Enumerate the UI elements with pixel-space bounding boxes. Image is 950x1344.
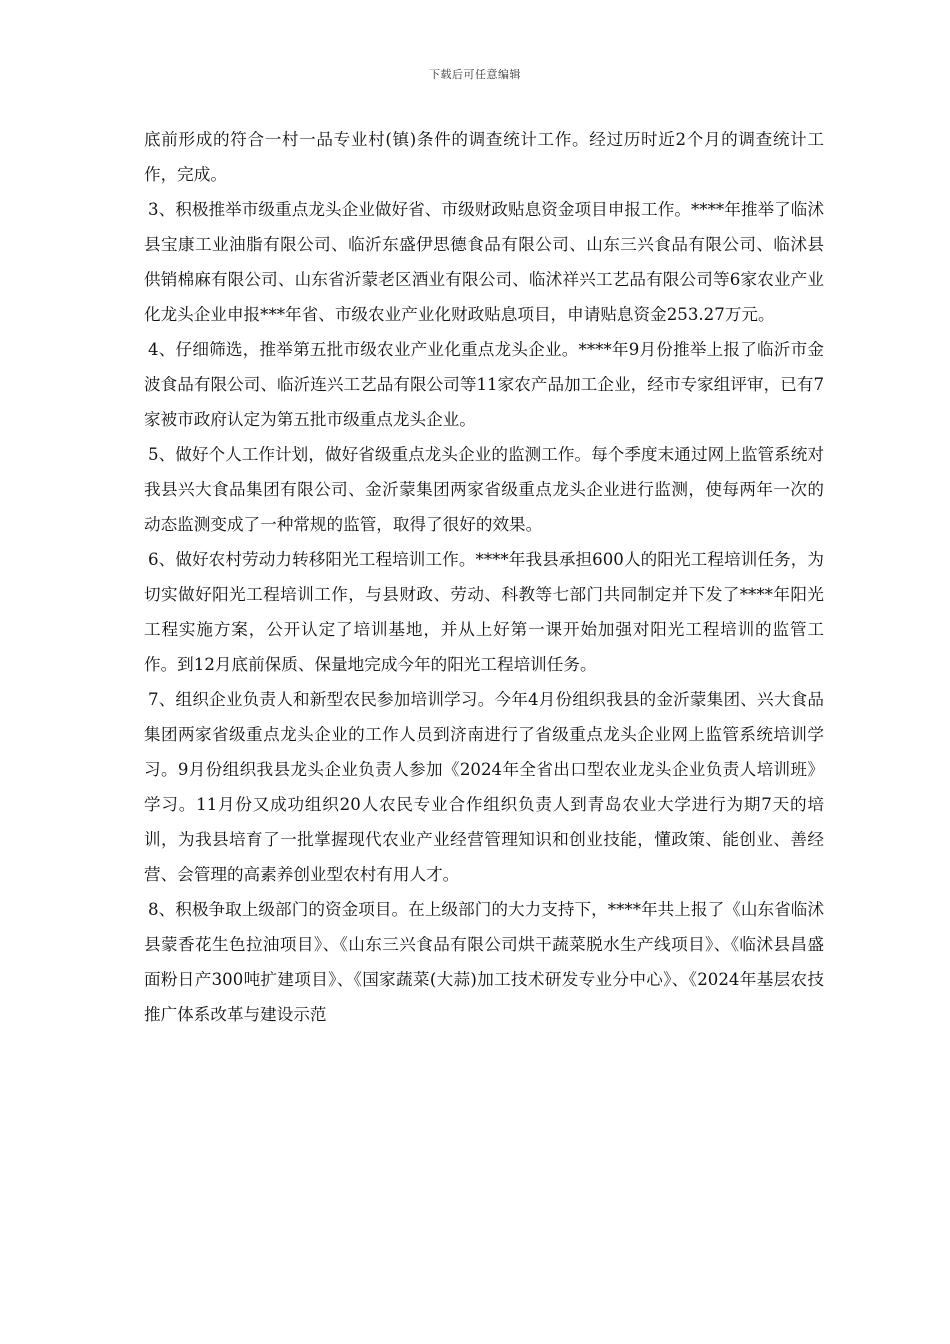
paragraph-2: 3、积极推举市级重点龙头企业做好省、市级财政贴息资金项目申报工作。****年推举了临沭县宝康工业油脂有限公司、临沂东盛伊思德食品有限公司、山东三兴食品有限公司、临沭县供销棉麻有限公司、山东省沂蒙老区酒业有限公司、临沭祥兴工艺品有限公司等6家农业产业化龙头企业申报***年省、市级农业产业化财政贴息项目，申请贴息资金253.27万元。	[144, 200, 824, 324]
paragraph-5: 6、做好农村劳动力转移阳光工程培训工作。****年我县承担600人的阳光工程培训任务，为切实做好阳光工程培训工作，与县财政、劳动、科教等七部门共同制定并下发了****年阳光工程实施方案，公开认定了培训基地，并从上好第一课开始加强对阳光工程培训的监管工作。到12月底前保质、保量地完成今年的阳光工程培训任务。	[144, 550, 824, 674]
paragraph-6: 7、组织企业负责人和新型农民参加培训学习。今年4月份组织我县的金沂蒙集团、兴大食品集团两家省级重点龙头企业的工作人员到济南进行了省级重点龙头企业网上监管系统培训学习。9月份组织我县龙头企业负责人参加《2024年全省出口型农业龙头企业负责人培训班》学习。11月份又成功组织20人农民专业合作组织负责人到青岛农业大学进行为期7天的培训，为我县培育了一批掌握现代农业产业经营管理知识和创业技能，懂政策、能创业、善经营、会管理的高素养创业型农村有用人才。	[144, 690, 824, 884]
paragraph-7: 8、积极争取上级部门的资金项目。在上级部门的大力支持下，****年共上报了《山东省临沭县蒙香花生色拉油项目》、《山东三兴食品有限公司烘干蔬菜脱水生产线项目》、《临沭县昌盛面粉日产300吨扩建项目》、《国家蔬菜(大蒜)加工技术研发专业分中心》、《2024年基层农技推广体系改革与建设示范	[144, 900, 824, 1024]
paragraph-4: 5、做好个人工作计划，做好省级重点龙头企业的监测工作。每个季度末通过网上监管系统对我县兴大食品集团有限公司、金沂蒙集团两家省级重点龙头企业进行监测，使每两年一次的动态监测变成了一种常规的监管，取得了很好的效果。	[144, 445, 824, 534]
document-body	[144, 122, 824, 1032]
paragraph-1: 底前形成的符合一村一品专业村(镇)条件的调查统计工作。经过历时近2个月的调查统计工作，完成。	[144, 130, 824, 184]
paragraph-3: 4、仔细筛选，推举第五批市级农业产业化重点龙头企业。****年9月份推举上报了临沂市金波食品有限公司、临沂连兴工艺品有限公司等11家农产品加工企业，经市专家组评审，已有7家被市政府认定为第五批市级重点龙头企业。	[144, 340, 824, 429]
page-header: 下载后可任意编辑	[429, 68, 521, 81]
